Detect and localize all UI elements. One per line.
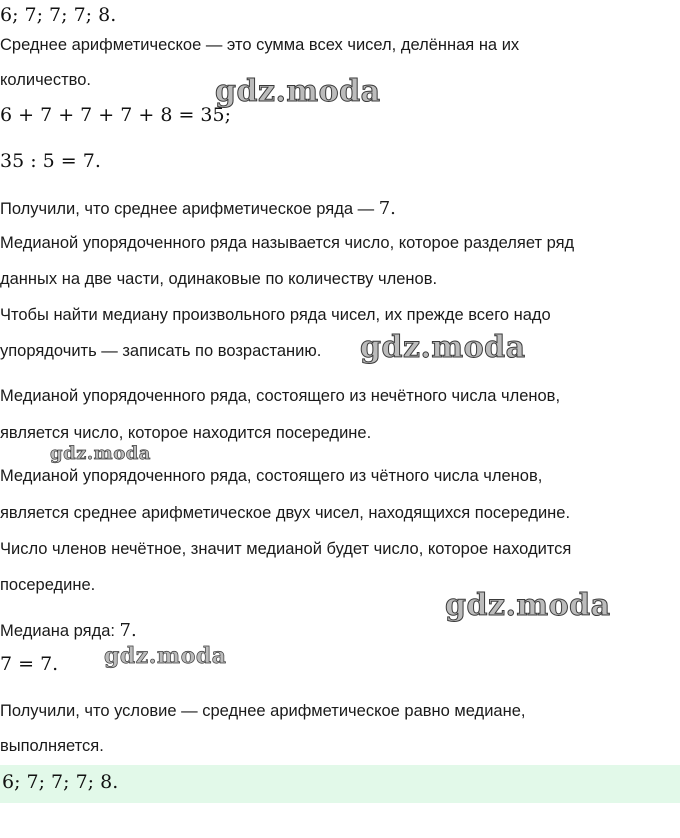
mean-result-line xyxy=(0,198,396,219)
median-definition-line-1: Медианой упорядоченного ряда называется число, которое разделяет ряд xyxy=(0,234,575,252)
mean-definition-line-1: Среднее арифметическое — это сумма всех чисел, делённая на их xyxy=(0,36,520,54)
median-definition-line-2: данных на две части, одинаковые по количеству членов. xyxy=(0,270,438,288)
watermark-logo: gdz.moda xyxy=(104,643,227,669)
comparison-equation: 7 = 7. xyxy=(0,653,59,675)
watermark-logo: gdz.moda xyxy=(360,330,526,365)
median-result-value: 7. xyxy=(119,620,137,641)
watermark-logo: gdz.moda xyxy=(215,74,381,109)
median-find-line-1: Чтобы найти медиану произвольного ряда чисел, их прежде всего надо xyxy=(0,306,551,324)
series-line: 6; 7; 7; 7; 8. xyxy=(0,4,117,26)
mean-result-value: 7. xyxy=(378,198,396,219)
conclusion-line-2: выполняется. xyxy=(0,737,104,755)
conclusion-line-1: Получили, что условие — среднее арифметическое равно медиане, xyxy=(0,702,526,720)
odd-rule-line-1: Медианой упорядоченного ряда, состоящего из нечётного числа членов, xyxy=(0,387,561,405)
watermark-logo: gdz.moda xyxy=(445,588,611,623)
watermark-logo: gdz.moda xyxy=(50,443,151,464)
median-result-line xyxy=(0,620,137,641)
answer-box xyxy=(0,765,680,803)
even-rule-line-2: является среднее арифметическое двух чисел, находящихся посередине. xyxy=(0,504,571,522)
mean-definition-line-2: количество. xyxy=(0,71,91,89)
median-find-line-2: упорядочить — записать по возрастанию. xyxy=(0,342,322,360)
even-rule-line-1: Медианой упорядоченного ряда, состоящего из чётного числа членов, xyxy=(0,467,543,485)
median-result-text: Медиана ряда: xyxy=(0,622,120,640)
odd-rule-line-2: является число, которое находится посередине. xyxy=(0,424,372,442)
answer-line: 6; 7; 7; 7; 8. xyxy=(2,771,119,793)
odd-count-line-1: Число членов нечётное, значит медианой будет число, которое находится xyxy=(0,540,572,558)
sum-equation: 6 + 7 + 7 + 7 + 8 = 35; xyxy=(0,104,232,126)
division-equation: 35 : 5 = 7. xyxy=(0,150,101,172)
mean-result-text: Получили, что среднее арифметическое ряда — xyxy=(0,200,379,218)
odd-count-line-2: посередине. xyxy=(0,576,96,594)
